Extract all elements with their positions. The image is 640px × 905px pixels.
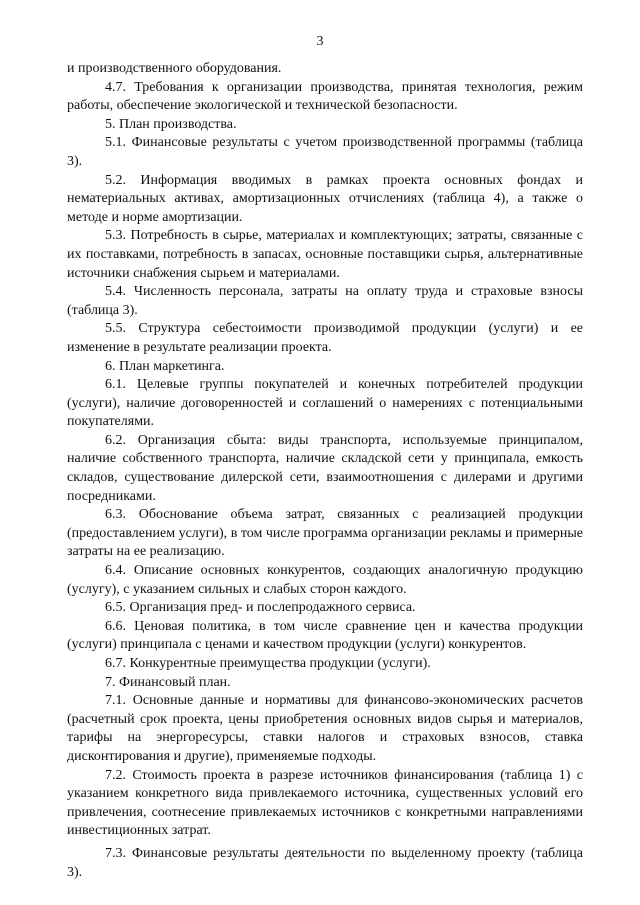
- document-body: [67, 60, 583, 882]
- paragraph: 5.1. Финансовые результаты с учетом производственной программы (таблица 3).: [67, 135, 583, 169]
- paragraph: 5.2. Информация вводимых в рамках проекта основных фондах и нематериальных активах, амортизационных отчислениях (таблица 4), а также о методе и норме амортизации.: [67, 172, 583, 225]
- paragraph: 6. План маркетинга.: [105, 358, 225, 374]
- paragraph: 5.5. Структура себестоимости производимой продукции (услуги) и ее изменение в результате реализации проекта.: [67, 321, 583, 355]
- paragraph: 6.4. Описание основных конкурентов, создающих аналогичную продукцию (услугу), с указанием сильных и слабых сторон каждого.: [67, 563, 583, 597]
- paragraph: 7.3. Финансовые результаты деятельности по выделенному проекту (таблица 3).: [67, 845, 583, 880]
- paragraph: 7. Финансовый план.: [105, 674, 231, 690]
- paragraph: 6.3. Обоснование объема затрат, связанных с реализацией продукции (предоставлением услуги), в том числе программа организации рекламы и примерные затраты на ее реализацию.: [67, 507, 583, 560]
- paragraph: и производственного оборудования.: [67, 61, 282, 76]
- paragraph: 4.7. Требования к организации производства, принятая технология, режим работы, обеспечение экологической и технической безопасности.: [67, 79, 583, 114]
- paragraph: 5. План производства.: [105, 116, 237, 132]
- paragraph: 6.7. Конкурентные преимущества продукции (услуги).: [105, 656, 431, 671]
- paragraph: 6.2. Организация сбыта: виды транспорта, используемые принципалом, наличие собственного транспорта, наличие складской сети у принципала, емкость складов, существование дилерской сети, взаимоотношения с дилерами и другими посредниками.: [67, 432, 583, 504]
- page-number: 3: [316, 34, 324, 49]
- paragraph: 6.1. Целевые группы покупателей и конечных потребителей продукции (услуги), наличие договоренностей и соглашений о намерениях с потенциальными покупателями.: [67, 377, 583, 430]
- paragraph: 5.4. Численность персонала, затраты на оплату труда и страховые взносы (таблица 3).: [67, 284, 583, 318]
- paragraph: 7.2. Стоимость проекта в разрезе источников финансирования (таблица 1) с указанием конкретного вида привлекаемого источника, существенных условий его привлечения, соотнесение привлекаемых источников с конкретными направлениями инвестиционных затрат.: [67, 767, 583, 839]
- paragraph: 6.6. Ценовая политика, в том числе сравнение цен и качества продукции (услуги) принципала с ценами и качеством продукции (услуги) конкурентов.: [67, 618, 583, 653]
- paragraph: 5.3. Потребность в сырье, материалах и комплектующих; затраты, связанные с их поставками, потребность в запасах, основные поставщики сырья, альтернативные источники снабжения сырьем и материалами.: [67, 228, 583, 281]
- paragraph: 7.1. Основные данные и нормативы для финансово-экономических расчетов (расчетный срок проекта, цены приобретения основных видов сырья и материалов, тарифы на энергоресурсы, ставки налогов и страховых взносов, ставка дисконтирования и другие), применяемые подходы.: [67, 693, 583, 764]
- paragraph: 6.5. Организация пред- и послепродажного сервиса.: [105, 600, 416, 616]
